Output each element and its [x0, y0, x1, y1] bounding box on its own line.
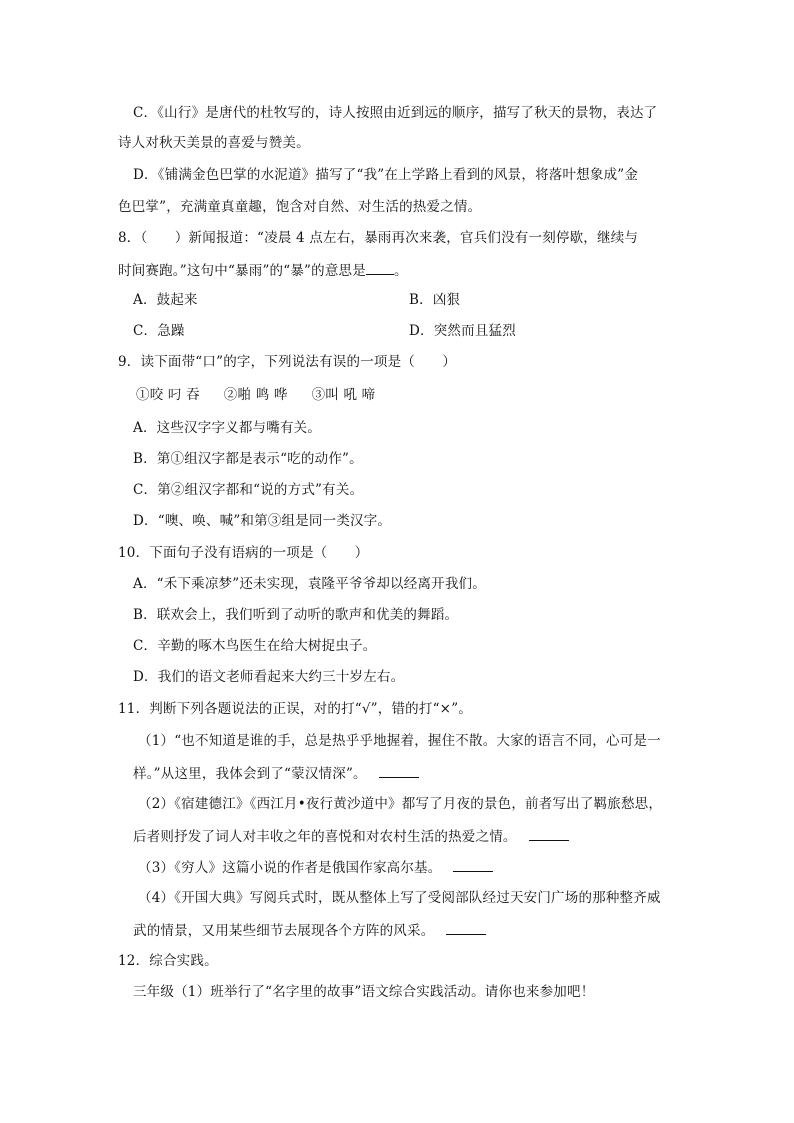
q9-option-a[interactable]: A．这些汉字字义都与嘴有关。: [133, 420, 322, 436]
q9-group-1: ①咬 叼 吞: [136, 387, 200, 403]
q11-item4-text: 武的情景，又用某些细节去展现各个方阵的风采。: [133, 923, 435, 939]
q11-item4-line1: （4）《开国大典》写阅兵式时，既从整体上写了受阅部队经过天安门广场的那种整齐威: [138, 890, 661, 906]
q11-item2-line2: [133, 826, 569, 846]
q12-stem: 12．综合实践。: [118, 953, 218, 969]
q11-item3: [138, 857, 493, 877]
q11-item2-text: 后者则抒发了词人对丰收之年的喜悦和对农村生活的热爱之情。: [133, 829, 517, 845]
q8-option-a[interactable]: A．鼓起来: [133, 292, 198, 308]
q11-item1-line2: [133, 763, 419, 783]
q9-group-3: ③叫 吼 啼: [311, 387, 376, 403]
q10-stem: 10．下面句子没有语病的一项是（ ）: [118, 545, 369, 561]
q9-group-2: ②啪 鸣 哗: [223, 387, 288, 403]
q10-option-a[interactable]: A．“禾下乘凉梦”还未实现，袁隆平爷爷却以经离开我们。: [133, 576, 486, 592]
q8-option-d[interactable]: D．突然而且猛烈: [409, 323, 516, 339]
q11-item3-text: （3）《穷人》这篇小说的作者是俄国作家高尔基。: [138, 860, 442, 876]
q8-stem-text: 时间赛跑。”这句中“暴雨”的“暴”的意思是: [118, 263, 366, 279]
q10-option-d[interactable]: D．我们的语文老师看起来大约三十岁左右。: [133, 669, 405, 685]
q11-item1-text: 样。”从这里，我体会到了“蒙汉情深”。: [133, 766, 367, 782]
q7-option-d-line2: 色巴掌”，充满童真童趣，饱含对自然、对生活的热爱之情。: [118, 199, 482, 215]
answer-blank[interactable]: [366, 260, 394, 275]
q9-option-b[interactable]: B．第①组汉字都是表示“吃的动作”。: [133, 451, 363, 467]
q9-stem: 9．读下面带“口”的字，下列说法有误的一项是（ ）: [118, 354, 457, 370]
q8-stem-line2: [118, 260, 408, 280]
q7-option-c-line1: C．《山行》是唐代的杜牧写的，诗人按照由近到远的顺序，描写了秋天的景物，表达了: [133, 105, 658, 121]
q8-stem-end: 。: [393, 263, 408, 279]
q7-option-d-line1: D．《铺满金色巴掌的水泥道》描写了“我”在上学路上看到的风景，将落叶想象成”金: [133, 167, 639, 183]
q7-option-c-line2: 诗人对秋天美景的喜爱与赞美。: [118, 135, 310, 151]
q11-item2-line1: （2）《宿建德江》《西江月•夜行黄沙道中》都写了月夜的景色，前者写出了羁旅愁思，: [138, 796, 663, 812]
answer-blank[interactable]: [453, 857, 493, 872]
answer-blank[interactable]: [446, 920, 486, 935]
q9-option-d[interactable]: D．“噢、唤、喊”和第③组是同一类汉字。: [133, 513, 392, 529]
q9-option-c[interactable]: C．第②组汉字都和“说的方式”有关。: [133, 482, 364, 498]
q9-char-groups: [136, 386, 375, 404]
q10-option-b[interactable]: B．联欢会上，我们听到了动听的歌声和优美的舞蹈。: [133, 607, 459, 623]
q11-item1-line1: （1）“也不知道是谁的手，总是热乎乎地握着，握住不散。大家的语言不同，心可是一: [138, 733, 661, 749]
q8-option-c[interactable]: C．急躁: [133, 323, 185, 339]
q8-option-b[interactable]: B．凶狠: [409, 292, 461, 308]
q12-activity-text: 三年级（1）班举行了“名字里的故事”语文综合实践活动。请你也来参加吧！: [133, 984, 595, 1000]
answer-blank[interactable]: [529, 826, 569, 841]
q11-stem: 11．判断下列各题说法的正误，对的打“√”，错的打“×”。: [118, 701, 472, 717]
q11-item4-line2: [133, 920, 486, 940]
q8-stem-line1: 8．（ ）新闻报道：“凌晨 4 点左右，暴雨再次来袭，官兵们没有一刻停歇，继续与: [118, 230, 639, 246]
q10-option-c[interactable]: C．辛勤的啄木鸟医生在给大树捉虫子。: [133, 638, 377, 654]
answer-blank[interactable]: [379, 763, 419, 778]
